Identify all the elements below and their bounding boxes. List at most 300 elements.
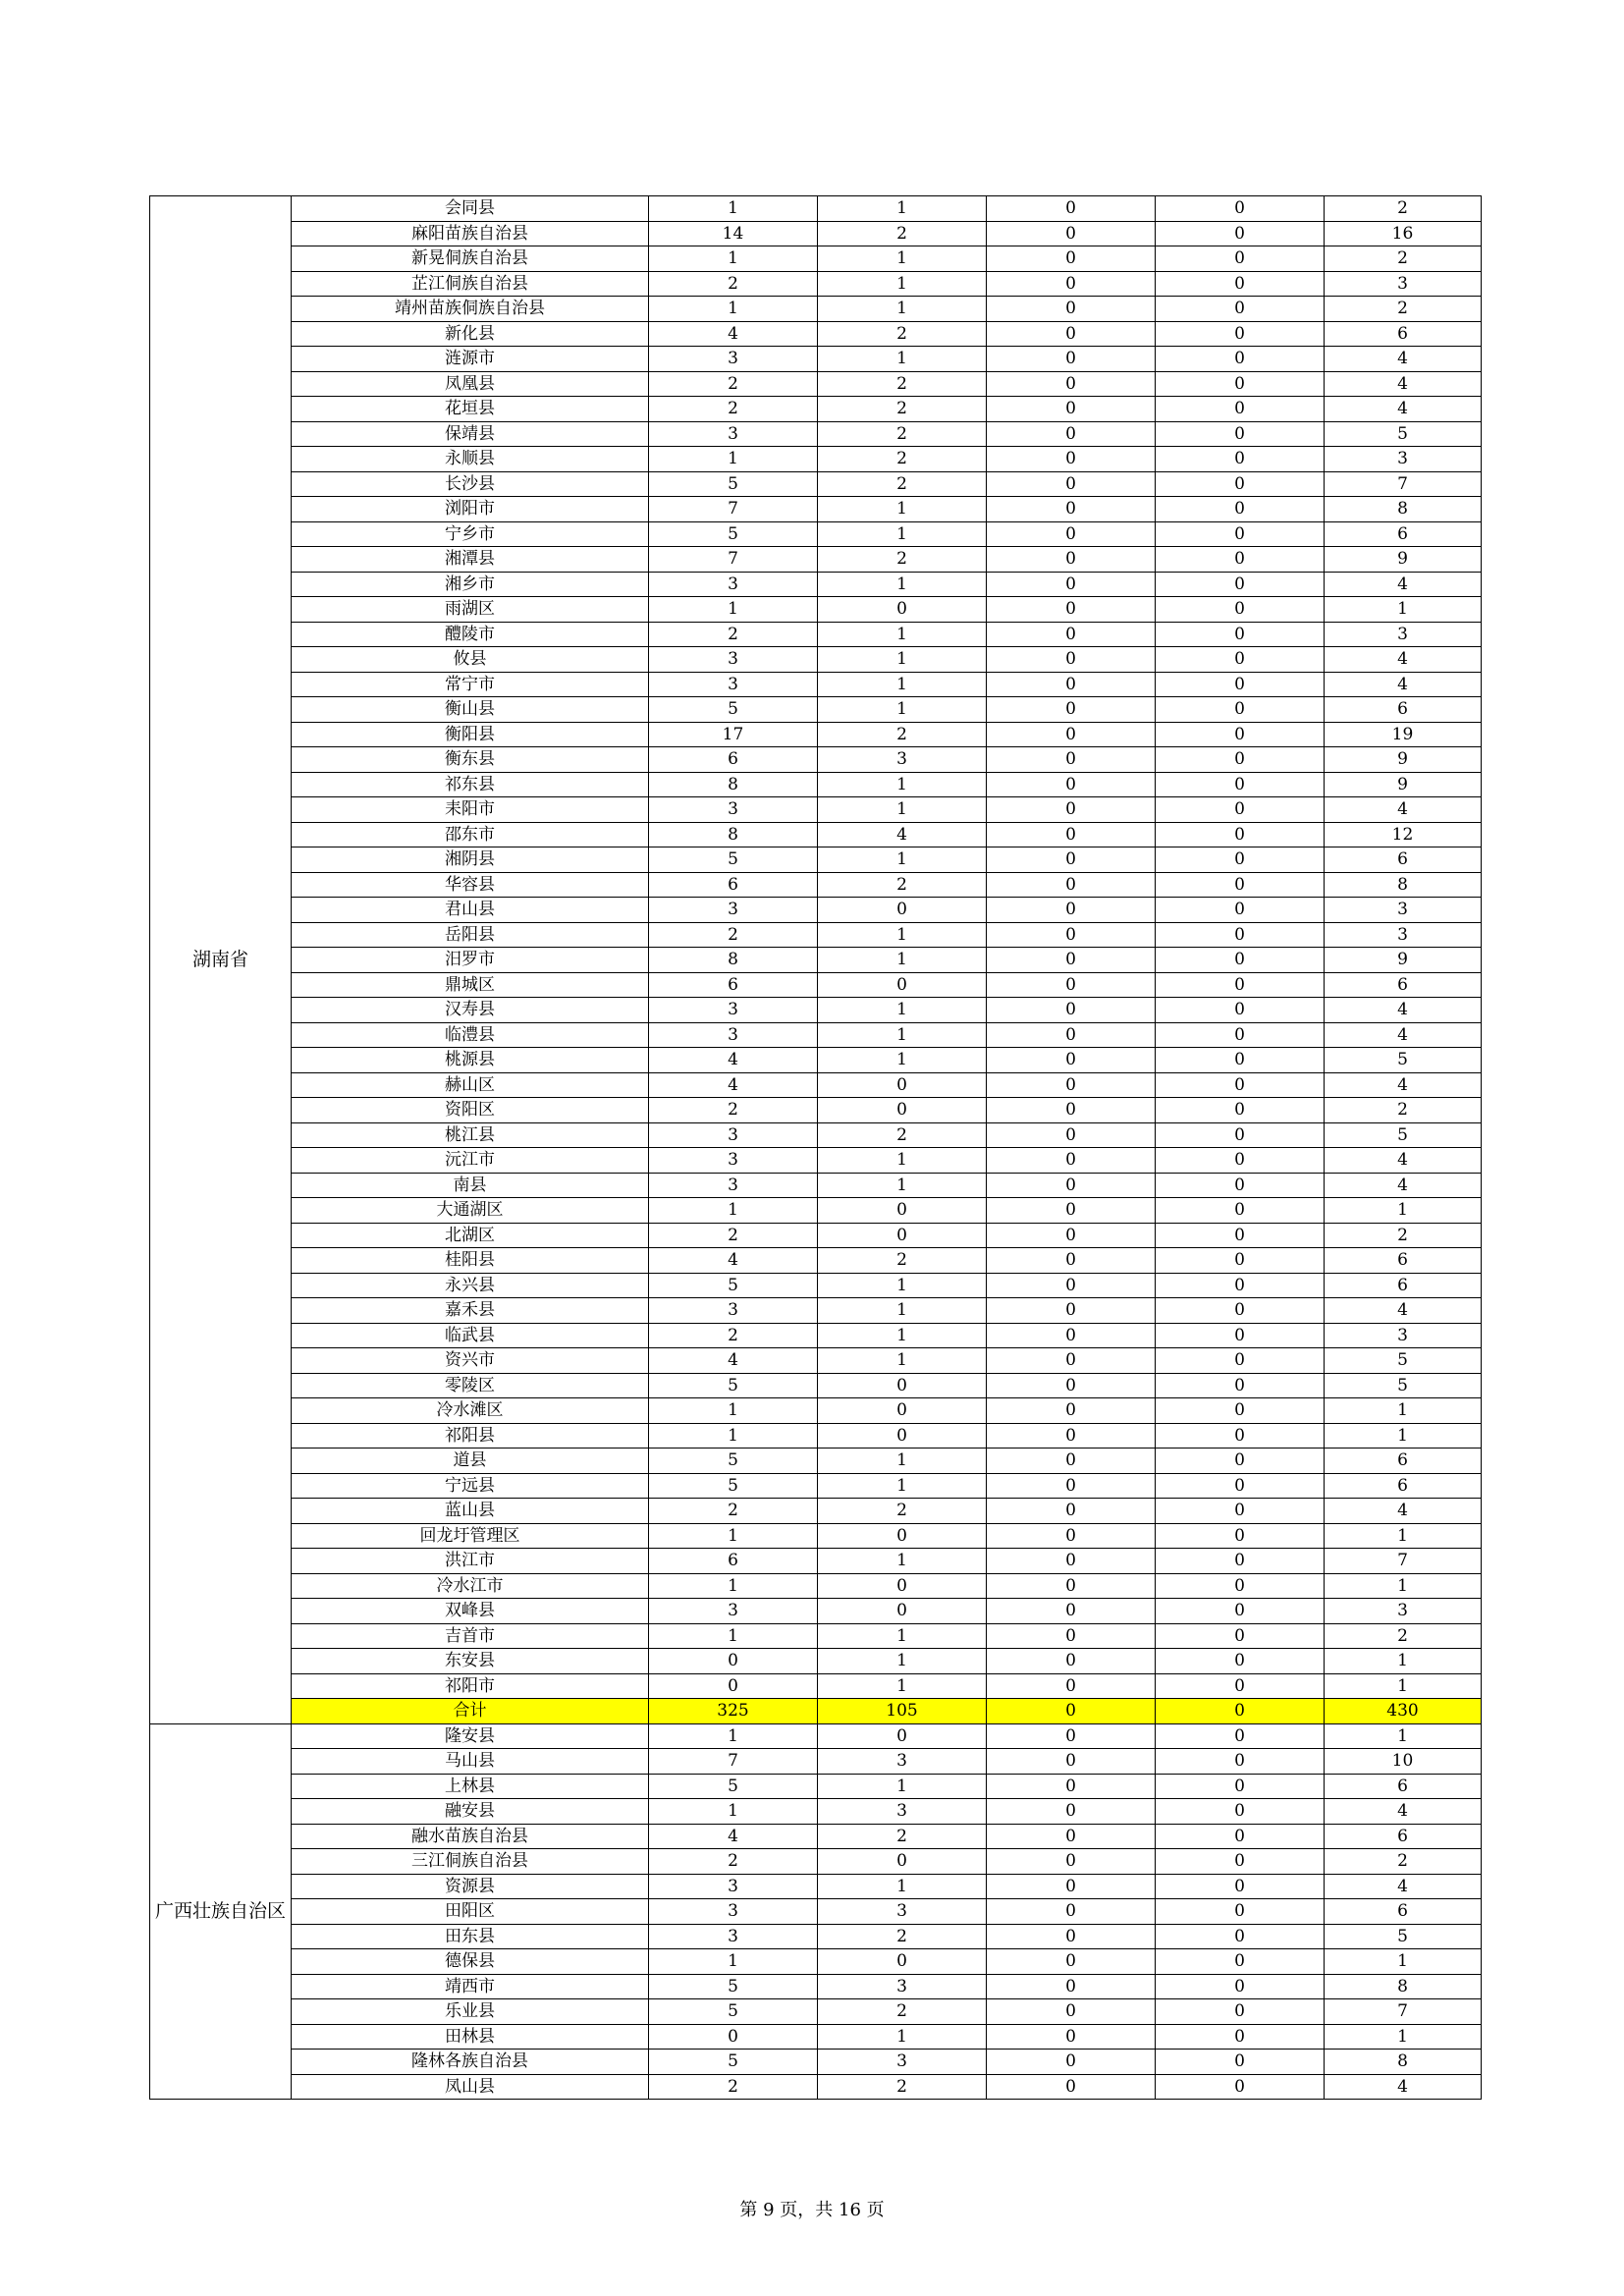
value-cell-4: 0: [1156, 447, 1325, 472]
value-cell-2: 1: [818, 1298, 987, 1324]
value-cell-1: 3: [649, 1173, 818, 1198]
value-cell-2: 1: [818, 196, 987, 222]
value-cell-3: 0: [987, 847, 1156, 873]
table-row: [150, 622, 1482, 647]
value-cell-2: 1: [818, 1449, 987, 1474]
value-cell-4: 0: [1156, 1373, 1325, 1398]
value-cell-3: 0: [987, 297, 1156, 322]
value-cell-1: 325: [649, 1699, 818, 1724]
total-value-cell: 6: [1325, 521, 1482, 547]
value-cell-3: 0: [987, 2024, 1156, 2050]
total-row: [150, 1699, 1482, 1724]
total-value-cell: 6: [1325, 1774, 1482, 1799]
county-name-cell: 洪江市: [292, 1549, 649, 1574]
total-value-cell: 8: [1325, 2050, 1482, 2075]
value-cell-4: 0: [1156, 1298, 1325, 1324]
table-row: [150, 1198, 1482, 1224]
table-row: [150, 872, 1482, 898]
value-cell-3: 0: [987, 196, 1156, 222]
value-cell-4: 0: [1156, 246, 1325, 272]
value-cell-3: 0: [987, 1774, 1156, 1799]
total-value-cell: 4: [1325, 672, 1482, 697]
total-value-cell: 6: [1325, 1473, 1482, 1499]
value-cell-4: 0: [1156, 421, 1325, 447]
table-row: [150, 772, 1482, 797]
total-value-cell: 5: [1325, 1348, 1482, 1374]
total-value-cell: 8: [1325, 497, 1482, 522]
value-cell-4: 0: [1156, 1022, 1325, 1048]
table-row: [150, 948, 1482, 973]
total-value-cell: 6: [1325, 972, 1482, 998]
value-cell-3: 0: [987, 1723, 1156, 1749]
county-name-cell: 隆安县: [292, 1723, 649, 1749]
total-value-cell: 5: [1325, 1048, 1482, 1073]
value-cell-3: 0: [987, 1949, 1156, 1975]
value-cell-3: 0: [987, 1874, 1156, 1899]
value-cell-2: 1: [818, 998, 987, 1023]
value-cell-2: 1: [818, 2024, 987, 2050]
value-cell-4: 0: [1156, 1473, 1325, 1499]
value-cell-1: 1: [649, 1523, 818, 1549]
county-name-cell: 衡东县: [292, 747, 649, 773]
value-cell-1: 2: [649, 397, 818, 422]
table-row: [150, 1048, 1482, 1073]
value-cell-3: 0: [987, 521, 1156, 547]
value-cell-4: 0: [1156, 1323, 1325, 1348]
value-cell-4: 0: [1156, 872, 1325, 898]
value-cell-1: 3: [649, 1924, 818, 1949]
value-cell-1: 8: [649, 772, 818, 797]
value-cell-2: 1: [818, 246, 987, 272]
value-cell-2: 0: [818, 1949, 987, 1975]
county-name-cell: 岳阳县: [292, 922, 649, 948]
county-name-cell: 衡阳县: [292, 722, 649, 747]
value-cell-4: 0: [1156, 672, 1325, 697]
value-cell-2: 1: [818, 647, 987, 673]
table-row: [150, 1273, 1482, 1298]
value-cell-1: 5: [649, 847, 818, 873]
value-cell-1: 7: [649, 547, 818, 573]
total-value-cell: 2: [1325, 1098, 1482, 1123]
value-cell-1: 3: [649, 672, 818, 697]
total-value-cell: 6: [1325, 1824, 1482, 1849]
value-cell-3: 0: [987, 1398, 1156, 1424]
table-row: [150, 471, 1482, 497]
value-cell-1: 3: [649, 347, 818, 372]
county-name-cell: 德保县: [292, 1949, 649, 1975]
value-cell-4: 0: [1156, 572, 1325, 597]
value-cell-4: 0: [1156, 1173, 1325, 1198]
value-cell-1: 3: [649, 572, 818, 597]
total-value-cell: 4: [1325, 1173, 1482, 1198]
county-name-cell: 靖西市: [292, 1974, 649, 1999]
value-cell-3: 0: [987, 1649, 1156, 1674]
value-cell-3: 0: [987, 397, 1156, 422]
value-cell-1: 7: [649, 497, 818, 522]
county-name-cell: 衡山县: [292, 697, 649, 723]
value-cell-2: 0: [818, 1373, 987, 1398]
value-cell-4: 0: [1156, 797, 1325, 823]
value-cell-3: 0: [987, 1549, 1156, 1574]
value-cell-1: 1: [649, 196, 818, 222]
value-cell-1: 5: [649, 471, 818, 497]
value-cell-3: 0: [987, 1298, 1156, 1324]
value-cell-4: 0: [1156, 371, 1325, 397]
county-name-cell: 南县: [292, 1173, 649, 1198]
value-cell-1: 0: [649, 2024, 818, 2050]
value-cell-1: 2: [649, 1323, 818, 1348]
value-cell-4: 0: [1156, 2050, 1325, 2075]
total-value-cell: 2: [1325, 246, 1482, 272]
value-cell-1: 3: [649, 421, 818, 447]
value-cell-4: 0: [1156, 196, 1325, 222]
value-cell-1: 3: [649, 1298, 818, 1324]
county-name-cell: 大通湖区: [292, 1198, 649, 1224]
value-cell-1: 1: [649, 447, 818, 472]
total-value-cell: 430: [1325, 1699, 1482, 1724]
value-cell-1: 8: [649, 948, 818, 973]
table-row: [150, 246, 1482, 272]
value-cell-1: 5: [649, 2050, 818, 2075]
value-cell-3: 0: [987, 271, 1156, 297]
value-cell-2: 1: [818, 1774, 987, 1799]
total-value-cell: 19: [1325, 722, 1482, 747]
county-name-cell: 祁阳县: [292, 1423, 649, 1449]
value-cell-4: 0: [1156, 547, 1325, 573]
county-name-cell: 湘乡市: [292, 572, 649, 597]
table-row: [150, 1774, 1482, 1799]
county-name-cell: 回龙圩管理区: [292, 1523, 649, 1549]
value-cell-2: 3: [818, 1799, 987, 1825]
value-cell-4: 0: [1156, 1098, 1325, 1123]
value-cell-4: 0: [1156, 1348, 1325, 1374]
value-cell-4: 0: [1156, 772, 1325, 797]
value-cell-2: 0: [818, 1599, 987, 1624]
value-cell-4: 0: [1156, 597, 1325, 623]
table-row: [150, 747, 1482, 773]
table-row: [150, 847, 1482, 873]
value-cell-3: 0: [987, 1198, 1156, 1224]
county-name-cell: 吉首市: [292, 1623, 649, 1649]
value-cell-3: 0: [987, 447, 1156, 472]
value-cell-2: 2: [818, 321, 987, 347]
value-cell-3: 0: [987, 697, 1156, 723]
value-cell-4: 0: [1156, 297, 1325, 322]
county-name-cell: 零陵区: [292, 1373, 649, 1398]
value-cell-4: 0: [1156, 647, 1325, 673]
value-cell-4: 0: [1156, 1824, 1325, 1849]
value-cell-1: 3: [649, 1599, 818, 1624]
county-name-cell: 汉寿县: [292, 998, 649, 1023]
value-cell-1: 3: [649, 1899, 818, 1925]
total-value-cell: 6: [1325, 1248, 1482, 1274]
value-cell-3: 0: [987, 872, 1156, 898]
value-cell-4: 0: [1156, 1148, 1325, 1174]
total-value-cell: 8: [1325, 872, 1482, 898]
province-cell: 湖南省: [150, 196, 292, 1724]
county-name-cell: 长沙县: [292, 471, 649, 497]
total-value-cell: 9: [1325, 772, 1482, 797]
value-cell-4: 0: [1156, 1573, 1325, 1599]
value-cell-4: 0: [1156, 521, 1325, 547]
total-value-cell: 3: [1325, 622, 1482, 647]
total-value-cell: 2: [1325, 1849, 1482, 1875]
total-value-cell: 5: [1325, 421, 1482, 447]
value-cell-2: 1: [818, 1048, 987, 1073]
value-cell-2: 4: [818, 822, 987, 847]
value-cell-1: 4: [649, 1072, 818, 1098]
value-cell-3: 0: [987, 822, 1156, 847]
value-cell-3: 0: [987, 672, 1156, 697]
value-cell-3: 0: [987, 371, 1156, 397]
total-value-cell: 4: [1325, 1499, 1482, 1524]
county-name-cell: 耒阳市: [292, 797, 649, 823]
total-value-cell: 1: [1325, 1673, 1482, 1699]
value-cell-1: 2: [649, 922, 818, 948]
total-value-cell: 1: [1325, 597, 1482, 623]
value-cell-1: 2: [649, 371, 818, 397]
table-row: [150, 2074, 1482, 2100]
total-value-cell: 4: [1325, 797, 1482, 823]
value-cell-2: 2: [818, 447, 987, 472]
value-cell-1: 0: [649, 1649, 818, 1674]
value-cell-4: 0: [1156, 822, 1325, 847]
value-cell-2: 105: [818, 1699, 987, 1724]
value-cell-1: 4: [649, 1248, 818, 1274]
county-name-cell: 上林县: [292, 1774, 649, 1799]
value-cell-1: 4: [649, 1348, 818, 1374]
value-cell-1: 4: [649, 321, 818, 347]
county-name-cell: 冷水江市: [292, 1573, 649, 1599]
value-cell-4: 0: [1156, 1849, 1325, 1875]
value-cell-2: 2: [818, 371, 987, 397]
county-name-cell: 双峰县: [292, 1599, 649, 1624]
county-name-cell: 浏阳市: [292, 497, 649, 522]
table-row: [150, 521, 1482, 547]
value-cell-4: 0: [1156, 898, 1325, 923]
value-cell-4: 0: [1156, 1523, 1325, 1549]
value-cell-2: 1: [818, 797, 987, 823]
value-cell-2: 1: [818, 697, 987, 723]
value-cell-2: 1: [818, 847, 987, 873]
table-row: [150, 1449, 1482, 1474]
value-cell-4: 0: [1156, 1398, 1325, 1424]
value-cell-3: 0: [987, 1148, 1156, 1174]
value-cell-1: 4: [649, 1048, 818, 1073]
value-cell-3: 0: [987, 497, 1156, 522]
value-cell-4: 0: [1156, 1673, 1325, 1699]
value-cell-4: 0: [1156, 2074, 1325, 2100]
value-cell-1: 6: [649, 972, 818, 998]
value-cell-1: 5: [649, 1273, 818, 1298]
value-cell-2: 2: [818, 1248, 987, 1274]
value-cell-1: 3: [649, 898, 818, 923]
county-name-cell: 冷水滩区: [292, 1398, 649, 1424]
data-table: [149, 195, 1482, 2100]
value-cell-2: 1: [818, 1148, 987, 1174]
value-cell-2: 1: [818, 1623, 987, 1649]
table-row: [150, 697, 1482, 723]
total-value-cell: 6: [1325, 1273, 1482, 1298]
value-cell-2: 3: [818, 747, 987, 773]
total-value-cell: 6: [1325, 321, 1482, 347]
table-row: [150, 1999, 1482, 2025]
value-cell-4: 0: [1156, 347, 1325, 372]
table-row: [150, 597, 1482, 623]
county-name-cell: 邵东市: [292, 822, 649, 847]
value-cell-2: 1: [818, 1348, 987, 1374]
county-name-cell: 湘潭县: [292, 547, 649, 573]
value-cell-1: 4: [649, 1824, 818, 1849]
table-row: [150, 1098, 1482, 1123]
table-row: [150, 1899, 1482, 1925]
value-cell-3: 0: [987, 1122, 1156, 1148]
value-cell-2: 0: [818, 1423, 987, 1449]
value-cell-1: 5: [649, 1774, 818, 1799]
value-cell-3: 0: [987, 922, 1156, 948]
value-cell-1: 17: [649, 722, 818, 747]
total-value-cell: 3: [1325, 447, 1482, 472]
total-value-cell: 16: [1325, 221, 1482, 246]
table-row: [150, 1874, 1482, 1899]
total-value-cell: 3: [1325, 271, 1482, 297]
county-name-cell: 常宁市: [292, 672, 649, 697]
value-cell-1: 6: [649, 872, 818, 898]
value-cell-4: 0: [1156, 1974, 1325, 1999]
value-cell-3: 0: [987, 1473, 1156, 1499]
value-cell-3: 0: [987, 1173, 1156, 1198]
value-cell-4: 0: [1156, 1949, 1325, 1975]
table-row: [150, 672, 1482, 697]
value-cell-4: 0: [1156, 1924, 1325, 1949]
value-cell-3: 0: [987, 1423, 1156, 1449]
value-cell-2: 2: [818, 471, 987, 497]
table-row: [150, 547, 1482, 573]
value-cell-3: 0: [987, 1273, 1156, 1298]
total-value-cell: 6: [1325, 697, 1482, 723]
table-row: [150, 898, 1482, 923]
table-row: [150, 1022, 1482, 1048]
value-cell-2: 0: [818, 1098, 987, 1123]
value-cell-2: 1: [818, 271, 987, 297]
table-row: [150, 1974, 1482, 1999]
county-name-cell: 君山县: [292, 898, 649, 923]
value-cell-3: 0: [987, 221, 1156, 246]
value-cell-2: 2: [818, 421, 987, 447]
table-row: [150, 1223, 1482, 1248]
value-cell-4: 0: [1156, 1699, 1325, 1724]
value-cell-1: 5: [649, 1373, 818, 1398]
value-cell-2: 0: [818, 597, 987, 623]
table-row: [150, 822, 1482, 847]
value-cell-3: 0: [987, 1223, 1156, 1248]
value-cell-2: 1: [818, 1673, 987, 1699]
value-cell-3: 0: [987, 347, 1156, 372]
value-cell-2: 3: [818, 1974, 987, 1999]
value-cell-1: 2: [649, 1098, 818, 1123]
table-row: [150, 1423, 1482, 1449]
total-value-cell: 1: [1325, 1398, 1482, 1424]
total-value-cell: 1: [1325, 1649, 1482, 1674]
total-value-cell: 1: [1325, 1198, 1482, 1224]
value-cell-2: 0: [818, 1849, 987, 1875]
table-row: [150, 1323, 1482, 1348]
value-cell-3: 0: [987, 797, 1156, 823]
value-cell-2: 2: [818, 1122, 987, 1148]
county-name-cell: 永顺县: [292, 447, 649, 472]
table-row: [150, 447, 1482, 472]
value-cell-1: 3: [649, 1022, 818, 1048]
county-name-cell: 北湖区: [292, 1223, 649, 1248]
value-cell-2: 1: [818, 497, 987, 522]
value-cell-4: 0: [1156, 397, 1325, 422]
value-cell-1: 1: [649, 1573, 818, 1599]
value-cell-1: 5: [649, 1449, 818, 1474]
value-cell-1: 1: [649, 1799, 818, 1825]
county-name-cell: 攸县: [292, 647, 649, 673]
value-cell-4: 0: [1156, 1749, 1325, 1775]
value-cell-4: 0: [1156, 697, 1325, 723]
table-row: [150, 1849, 1482, 1875]
value-cell-2: 2: [818, 722, 987, 747]
total-value-cell: 12: [1325, 822, 1482, 847]
county-name-cell: 祁阳市: [292, 1673, 649, 1699]
value-cell-4: 0: [1156, 1549, 1325, 1574]
value-cell-1: 6: [649, 747, 818, 773]
value-cell-1: 6: [649, 1549, 818, 1574]
value-cell-3: 0: [987, 1499, 1156, 1524]
value-cell-1: 2: [649, 622, 818, 647]
total-value-cell: 4: [1325, 1072, 1482, 1098]
county-name-cell: 资兴市: [292, 1348, 649, 1374]
county-name-cell: 马山县: [292, 1749, 649, 1775]
county-name-cell: 融安县: [292, 1799, 649, 1825]
table-row: [150, 421, 1482, 447]
value-cell-1: 3: [649, 1122, 818, 1148]
value-cell-1: 14: [649, 221, 818, 246]
county-name-cell: 华容县: [292, 872, 649, 898]
total-value-cell: 6: [1325, 847, 1482, 873]
value-cell-1: 7: [649, 1749, 818, 1775]
value-cell-3: 0: [987, 2050, 1156, 2075]
value-cell-2: 1: [818, 1022, 987, 1048]
value-cell-2: 2: [818, 1924, 987, 1949]
value-cell-4: 0: [1156, 2024, 1325, 2050]
table-row: [150, 2024, 1482, 2050]
table-row: [150, 1649, 1482, 1674]
value-cell-3: 0: [987, 321, 1156, 347]
table-row: [150, 1749, 1482, 1775]
value-cell-4: 0: [1156, 747, 1325, 773]
value-cell-2: 2: [818, 1999, 987, 2025]
value-cell-3: 0: [987, 1373, 1156, 1398]
county-name-cell: 保靖县: [292, 421, 649, 447]
value-cell-3: 0: [987, 572, 1156, 597]
total-value-cell: 4: [1325, 1799, 1482, 1825]
table-row: [150, 1924, 1482, 1949]
total-value-cell: 1: [1325, 1949, 1482, 1975]
county-name-cell: 花垣县: [292, 397, 649, 422]
county-name-cell: 宁乡市: [292, 521, 649, 547]
county-name-cell: 新化县: [292, 321, 649, 347]
table-row: [150, 722, 1482, 747]
total-value-cell: 4: [1325, 397, 1482, 422]
value-cell-3: 0: [987, 421, 1156, 447]
county-name-cell: 鼎城区: [292, 972, 649, 998]
table-row: [150, 196, 1482, 222]
total-value-cell: 2: [1325, 1223, 1482, 1248]
value-cell-3: 0: [987, 1849, 1156, 1875]
